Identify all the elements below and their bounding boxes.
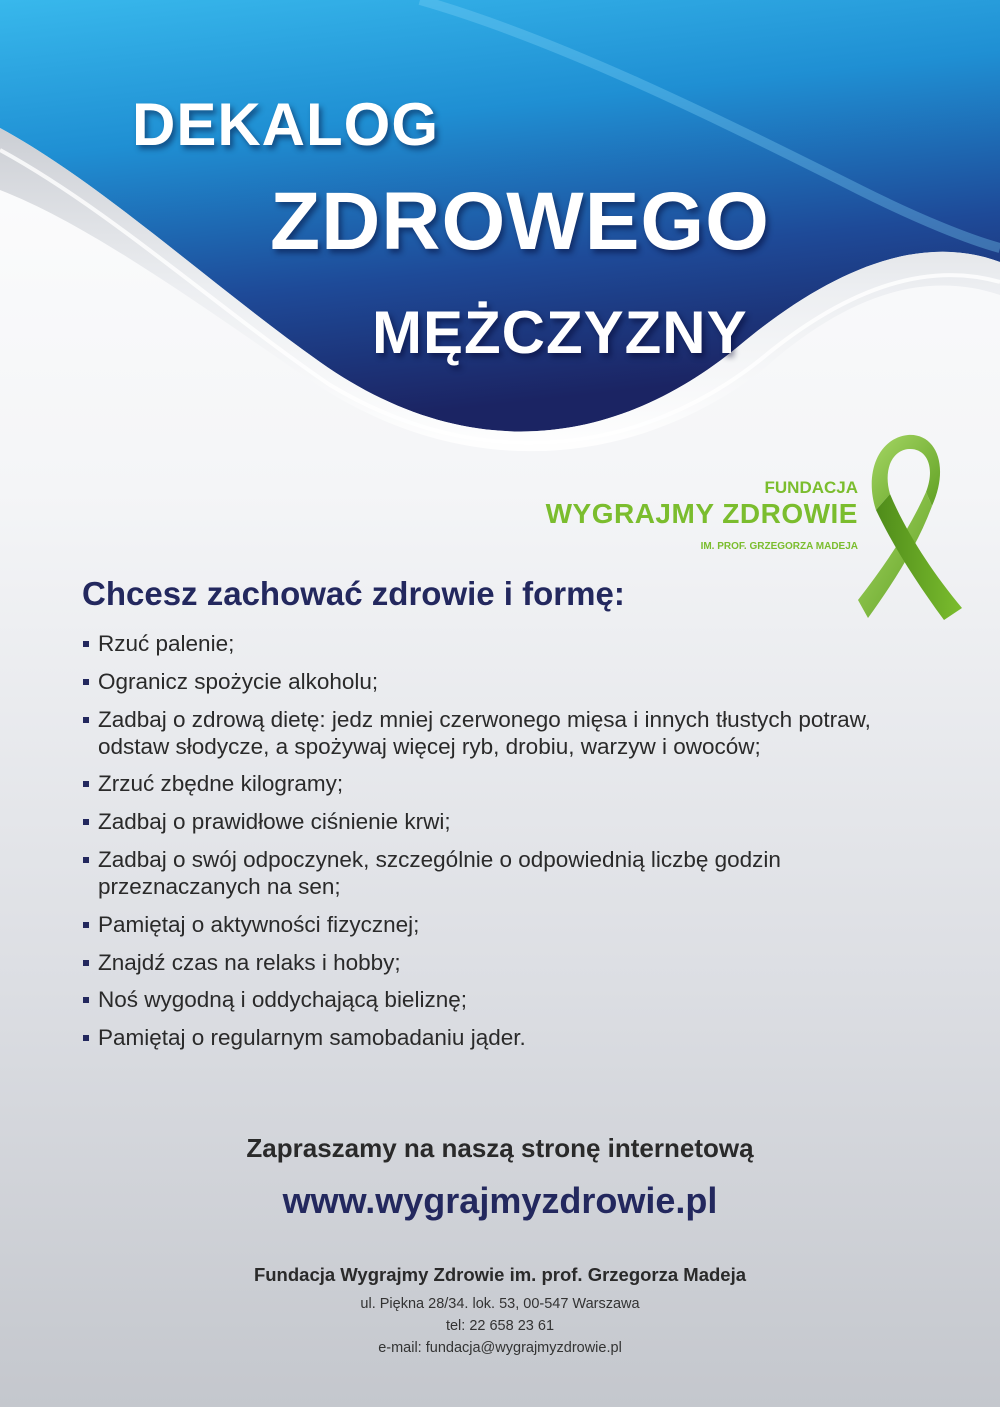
list-item [82,770,942,797]
list-item [82,911,942,938]
email: e-mail: fundacja@wygrajmyzdrowie.pl [378,1340,622,1356]
tip-text: Zadbaj o swój odpoczynek, szczególnie o odpowiednią liczbę godzin przeznaczanych na sen; [98,846,781,899]
square-bullet-icon [83,679,89,685]
phone: tel: 22 658 23 61 [445,1318,555,1334]
website-url: www.wygrajmyzdrowie.pl [282,1180,718,1221]
title-line-2: ZDROWEGO [270,176,770,267]
tip-text: Znajdź czas na relaks i hobby; [98,949,401,975]
tip-text: Pamiętaj o regularnym samobadaniu jąder. [98,1025,526,1051]
tip-text: Noś wygodną i oddychającą bieliznę; [98,987,467,1013]
square-bullet-icon [83,1035,89,1041]
tips-list [82,630,942,1062]
tip-text: Rzuć palenie; [98,631,235,656]
list-item [82,949,942,976]
foundation-logo [546,478,858,554]
square-bullet-icon [83,922,89,928]
organization-name: Fundacja Wygrajmy Zdrowie im. prof. Grzegorza Madeja [253,1264,747,1285]
list-item [82,808,942,835]
square-bullet-icon [83,717,89,723]
square-bullet-icon [83,819,89,825]
list-item [82,986,942,1013]
list-item [82,668,942,695]
list-item [82,1024,942,1051]
logo-line-name: WYGRAJMY ZDROWIE [545,498,858,529]
list-item [82,706,942,760]
address: ul. Piękna 28/34. lok. 53, 00-547 Warszawa [360,1296,640,1312]
title-line-3: MĘŻCZYZNY [372,299,748,366]
website-invitation: Zapraszamy na naszą stronę internetową [246,1133,754,1163]
list-item [82,630,942,657]
square-bullet-icon [83,960,89,966]
square-bullet-icon [83,997,89,1003]
title-line-1: DEKALOG [132,91,439,158]
tip-text: Ogranicz spożycie alkoholu; [98,668,379,694]
tips-heading: Chcesz zachować zdrowie i formę: [82,575,625,612]
tip-text: Pamiętaj o aktywności fizycznej; [98,911,420,937]
square-bullet-icon [83,641,89,647]
tip-text: Zadbaj o zdrową dietę: jedz mniej czerwonego mięsa i innych tłustych potraw, odstaw słodycze, a spożywaj więcej ryb, drobiu, warzyw i owoców; [98,706,871,759]
logo-line-patron: IM. PROF. GRZEGORZA MADEJA [700,541,858,552]
green-awareness-ribbon-icon [856,432,966,622]
square-bullet-icon [83,857,89,863]
logo-line-fundacja: FUNDACJA [764,478,858,497]
tip-text: Zadbaj o prawidłowe ciśnienie krwi; [98,809,451,835]
list-item [82,846,942,900]
tip-text: Zrzuć zbędne kilogramy; [98,771,344,797]
square-bullet-icon [83,781,89,787]
